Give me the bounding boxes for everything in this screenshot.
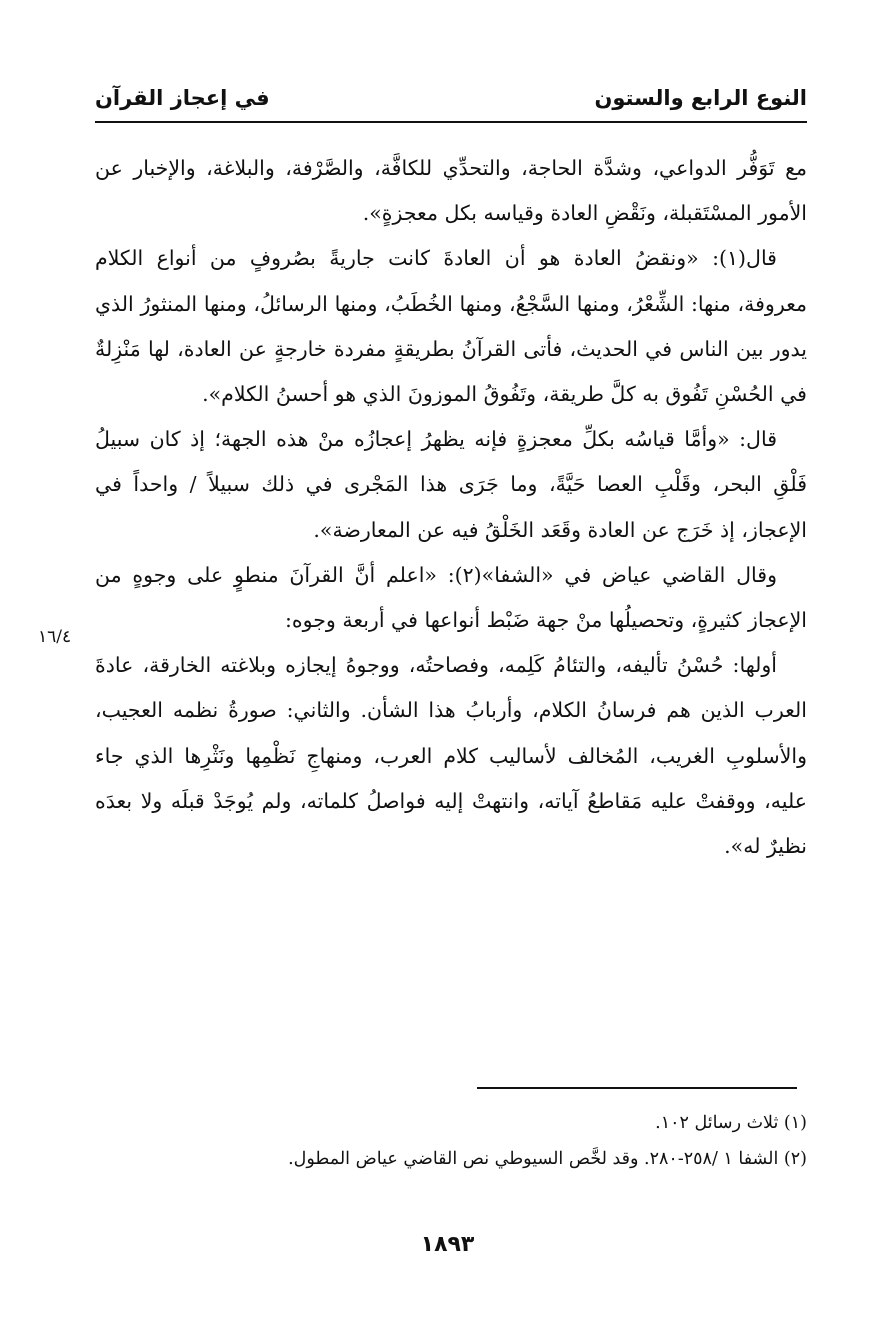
header-divider <box>95 121 807 123</box>
footnote-1: (١) ثلاث رسائل ١٠٢. <box>655 1113 807 1133</box>
paragraph-1: مع تَوَفُّر الدواعي، وشدَّة الحاجة، والتحدِّي للكافَّة، والصَّرْفة، والبلاغة، والإخبار عن الأمور المسْتَقبلة، ونَقْضِ العادة وقياسه بكل معجزةٍ». <box>95 156 807 226</box>
footnotes <box>95 1105 807 1177</box>
paragraph-5: أولها: حُسْنُ تأليفه، والتئامُ كَلِمه، وفصاحتُه، ووجوهُ إيجازه وبلاغته الخارقة، عادةَ العرب الذين هم فرسانُ الكلام، وأربابُ هذا الشأن. والثاني: صورةُ نظمه العجيب، والأسلوبِ الغريب، المُخالف لأساليب كلام العرب، ومنهاجِ نَظْمِها ونَثْرِها الذي جاء عليه، ووقفتْ عليه مَقاطعُ آياته، وانتهتْ إليه فواصلُ كلماته، ولم يُوجَدْ قبلَه ولا بعدَه نظيرٌ له». <box>95 653 807 859</box>
header-chapter-title: النوع الرابع والستون <box>594 86 807 110</box>
page-number: ١٨٩٣ <box>420 1232 475 1257</box>
paragraph-2: قال(١): «ونقضُ العادة هو أن العادةَ كانت جاريةً بصُروفٍ من أنواع الكلام معروفة، منها: الشِّعْرُ، ومنها السَّجْعُ، ومنها الخُطَبُ، ومنها الرسائلُ، ومنها المنثورُ الذي يدور بين الناس في الحديث، فأتى القرآنُ بطريقةٍ مفردة خارجةٍ عن العادة، لها مَنْزِلةٌ في الحُسْنِ تَفُوق به كلَّ طريقة، وتَفُوقُ الموزونَ الذي هو أحسنُ الكلام». <box>95 246 807 407</box>
main-text <box>95 146 807 869</box>
footnote-2: (٢) الشفا ١ /٢٥٨-٢٨٠. وقد لخَّص السيوطي نص القاضي عياض المطول. <box>288 1149 807 1169</box>
running-header <box>95 80 807 116</box>
footnote-divider <box>477 1087 797 1089</box>
margin-page-marker: ١٦/٤ <box>38 627 72 647</box>
paragraph-4: وقال القاضي عياض في «الشفا»(٢): «اعلم أنَّ القرآنَ منطوٍ على وجوهٍ من الإعجاز كثيرةٍ، وتحصيلُها منْ جهة ضَبْط أنواعها في أربعة وجوه: <box>95 562 807 633</box>
header-book-title: في إعجاز القرآن <box>95 86 270 110</box>
paragraph-3: قال: «وأمَّا قياسُه بكلِّ معجزةٍ فإنه يظهرُ إعجازُه منْ هذه الجهة؛ إذ كان سبيلُ فَلْقِ البحر، وقَلْبِ العصا حَيَّةً، وما جَرَى هذا المَجْرى في ذلك سبيلاً / واحداً في الإعجاز، إذ خَرَج عن العادة وقَعَد الخَلْقُ فيه عن المعارضة». <box>95 427 807 542</box>
